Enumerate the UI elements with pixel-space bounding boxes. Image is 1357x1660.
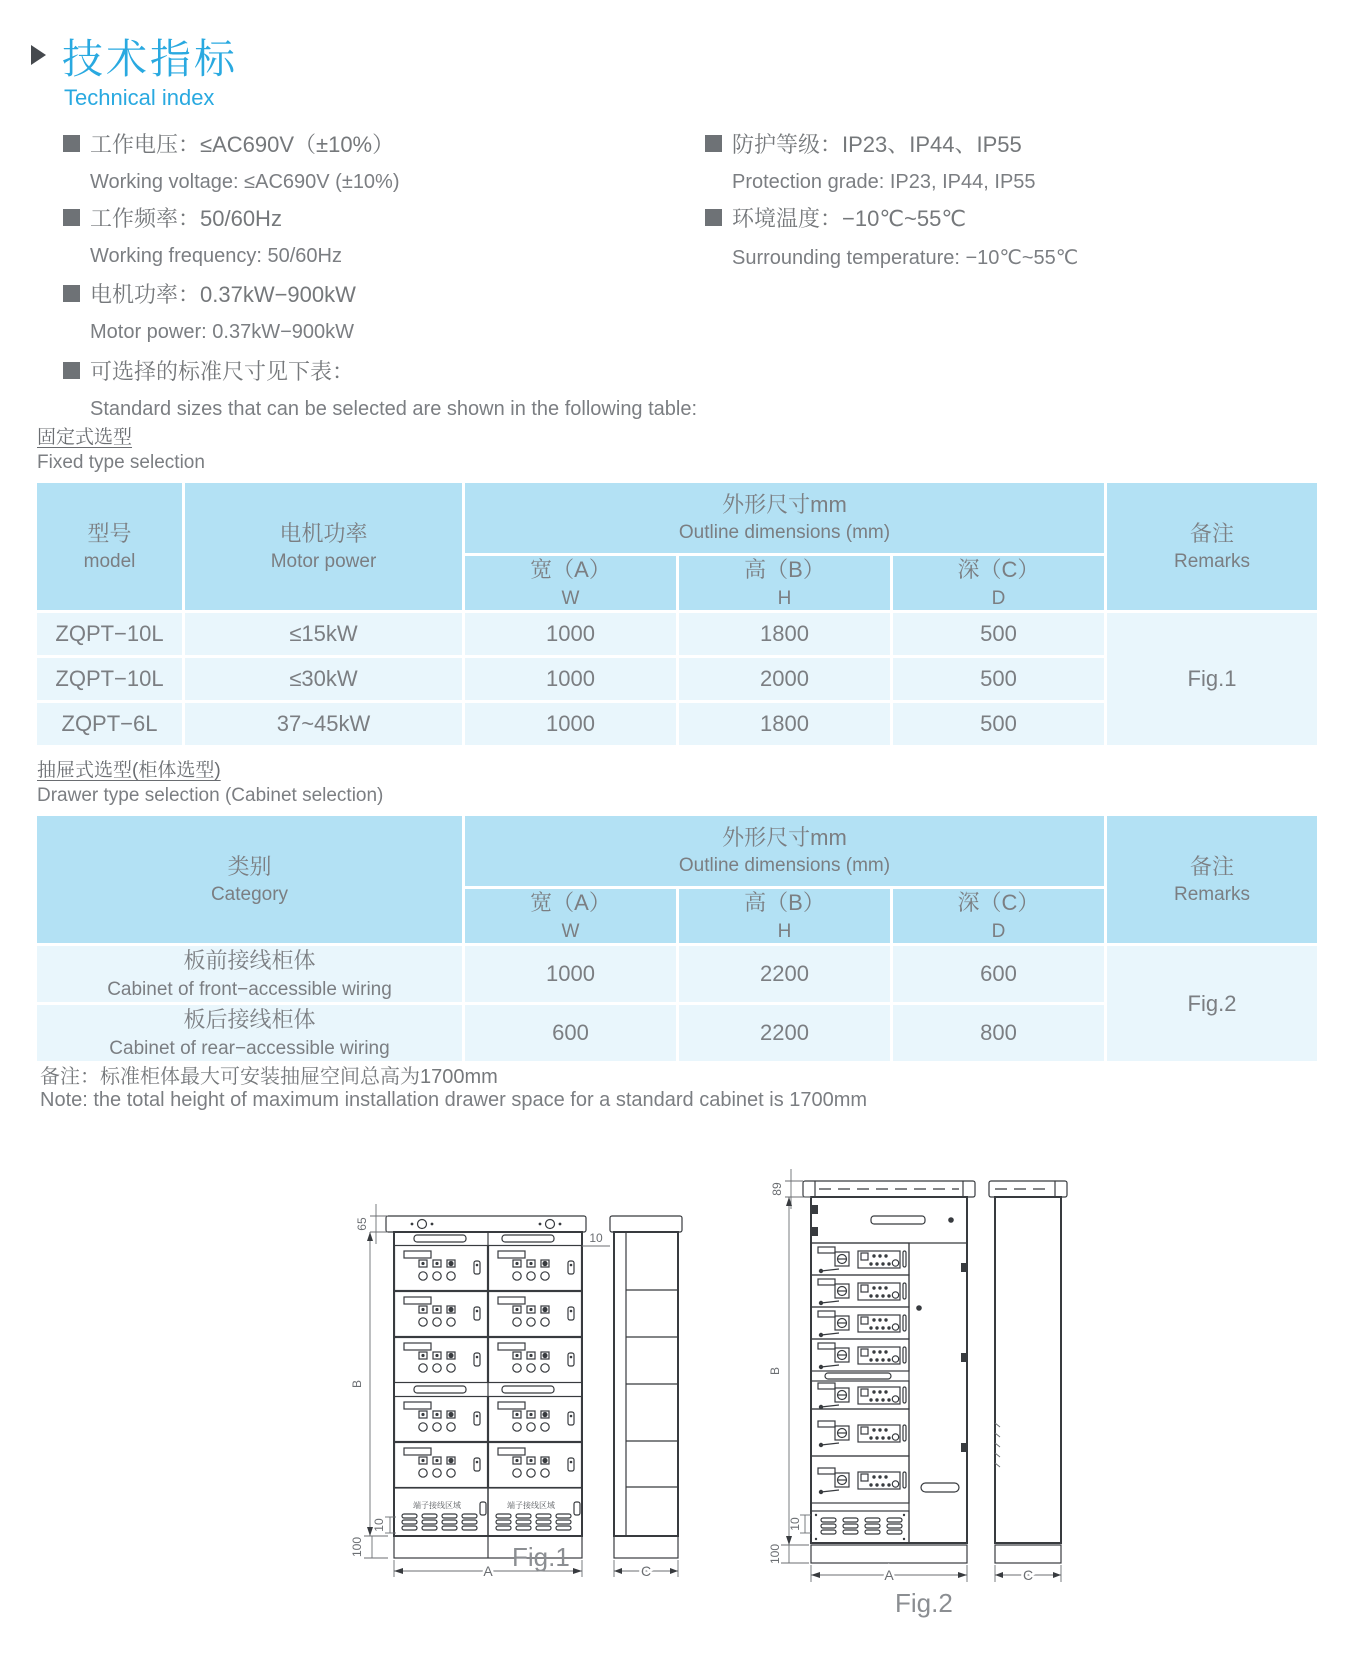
cell-remarks: Fig.1 <box>1107 613 1317 745</box>
spec-en: Working frequency: 50/60Hz <box>90 245 342 267</box>
cell-h: 1800 <box>679 613 890 655</box>
spec-en: Working voltage: ≤AC690V (±10%) <box>90 171 400 193</box>
fig2-caption: Fig.2 <box>895 1588 953 1618</box>
drawer-table-caption-zh: 抽屉式选型(柜体选型) <box>37 760 221 781</box>
fig2-dim-b: B <box>768 1366 782 1376</box>
spec-en: Motor power: 0.37kW−900kW <box>90 321 354 343</box>
spec-working-voltage <box>63 128 400 194</box>
cell-power: 37~45kW <box>185 703 462 745</box>
cell-w: 1000 <box>465 658 676 700</box>
fig1-terminal-area-label: 端子接线区域 <box>413 1501 461 1510</box>
bullet-icon <box>705 209 722 226</box>
cell-d: 500 <box>893 658 1104 700</box>
th-motor-power: 电机功率 Motor power <box>185 483 462 610</box>
spec-zh: 工作电压：≤AC690V（±10%） <box>90 132 395 157</box>
spec-zh: 电机功率：0.37kW−900kW <box>90 282 356 307</box>
bullet-icon <box>63 285 80 302</box>
th-height: 高（B） H <box>679 556 890 610</box>
spec-en: Surrounding temperature: −10℃~55℃ <box>732 247 1079 269</box>
bullet-icon <box>63 135 80 152</box>
page-title-en: Technical index <box>64 85 215 110</box>
cell-d: 500 <box>893 703 1104 745</box>
fig2-dim-a: A <box>884 1567 894 1583</box>
cell-model: ZQPT−6L <box>37 703 182 745</box>
fixed-table-caption-en: Fixed type selection <box>37 452 205 473</box>
cell-h: 2000 <box>679 658 890 700</box>
fig2-front-view <box>803 1181 975 1563</box>
bullet-icon <box>63 209 80 226</box>
bullet-icon <box>705 135 722 152</box>
cell-w: 1000 <box>465 613 676 655</box>
cell-remarks: Fig.2 <box>1107 946 1317 1061</box>
th-remarks: 备注 Remarks <box>1107 816 1317 943</box>
th-remarks: 备注 Remarks <box>1107 483 1317 610</box>
cell-power: ≤15kW <box>185 613 462 655</box>
cell-w: 600 <box>465 1005 676 1061</box>
fig1-dim-a: A <box>483 1563 493 1579</box>
cell-h: 1800 <box>679 703 890 745</box>
page-title-zh: 技术指标 <box>62 36 238 82</box>
cell-w: 1000 <box>465 703 676 745</box>
spec-zh: 环境温度：−10℃~55℃ <box>732 206 967 231</box>
spec-surrounding-temperature <box>705 202 1078 270</box>
fig1-dim-65: 65 <box>355 1217 369 1231</box>
fig1-dim-100: 100 <box>350 1536 364 1558</box>
fig1-terminal-area-label: 端子接线区域 <box>507 1501 555 1510</box>
drawer-table-caption-en: Drawer type selection (Cabinet selection) <box>37 785 384 806</box>
th-category: 类别 Category <box>37 816 462 943</box>
cell-w: 1000 <box>465 946 676 1002</box>
note-en: Note: the total height of maximum installation drawer space for a standard cabinet is 1700mm <box>40 1089 868 1111</box>
fig1-front-view <box>386 1216 586 1558</box>
spec-en: Protection grade: IP23, IP44, IP55 <box>732 171 1036 193</box>
section-marker-icon <box>31 45 46 65</box>
cell-category: 板后接线柜体 Cabinet of rear−accessible wiring <box>37 1005 462 1061</box>
spec-motor-power <box>63 278 356 344</box>
th-model: 型号 model <box>37 483 182 610</box>
bullet-icon <box>63 362 80 379</box>
drawer-type-table <box>34 813 1320 1064</box>
th-width: 宽（A） W <box>465 889 676 943</box>
fig1-dim-b: B <box>350 1379 364 1389</box>
cell-model: ZQPT−10L <box>37 613 182 655</box>
spec-zh: 可选择的标准尺寸见下表： <box>90 359 355 384</box>
fig2-side-view <box>989 1181 1067 1563</box>
fig1-caption: Fig.1 <box>512 1542 570 1572</box>
fig2-dim-c: C <box>1022 1567 1034 1583</box>
fixed-table-caption-zh: 固定式选型 <box>37 427 133 448</box>
cell-category: 板前接线柜体 Cabinet of front−accessible wiring <box>37 946 462 1002</box>
th-height: 高（B） H <box>679 889 890 943</box>
th-outline-dimensions: 外形尺寸mm Outline dimensions (mm) <box>465 483 1104 553</box>
fig2-dim-100: 100 <box>768 1543 782 1565</box>
spec-zh: 工作频率：50/60Hz <box>90 206 282 231</box>
fixed-type-table <box>34 480 1320 748</box>
fig2-dim-89: 89 <box>770 1182 784 1196</box>
th-width: 宽（A） W <box>465 556 676 610</box>
spec-en: Standard sizes that can be selected are shown in the following table: <box>90 398 698 420</box>
cell-d: 800 <box>893 1005 1104 1061</box>
spec-protection-grade <box>705 128 1036 194</box>
table-row <box>37 613 1317 655</box>
fig1-side-view <box>610 1216 682 1558</box>
fig2-drawing <box>723 1103 1071 1588</box>
table-row <box>37 946 1317 1002</box>
th-depth: 深（C） D <box>893 556 1104 610</box>
cell-model: ZQPT−10L <box>37 658 182 700</box>
fig1-drawing <box>330 1140 686 1585</box>
cell-d: 600 <box>893 946 1104 1002</box>
cell-h: 2200 <box>679 1005 890 1061</box>
note-zh: 备注：标准柜体最大可安装抽屉空间总高为1700mm <box>40 1066 498 1088</box>
spec-working-frequency <box>63 202 342 268</box>
spec-table-intro <box>63 355 697 421</box>
cell-d: 500 <box>893 613 1104 655</box>
fig1-dim-10-top: 10 <box>589 1231 603 1245</box>
spec-zh: 防护等级：IP23、IP44、IP55 <box>732 132 1022 157</box>
fig1-dim-c: C <box>640 1563 652 1579</box>
fig1-dim-10-vent: 10 <box>372 1518 386 1532</box>
fig2-dim-10: 10 <box>788 1517 802 1531</box>
th-depth: 深（C） D <box>893 889 1104 943</box>
cell-h: 2200 <box>679 946 890 1002</box>
cell-power: ≤30kW <box>185 658 462 700</box>
th-outline-dimensions: 外形尺寸mm Outline dimensions (mm) <box>465 816 1104 886</box>
